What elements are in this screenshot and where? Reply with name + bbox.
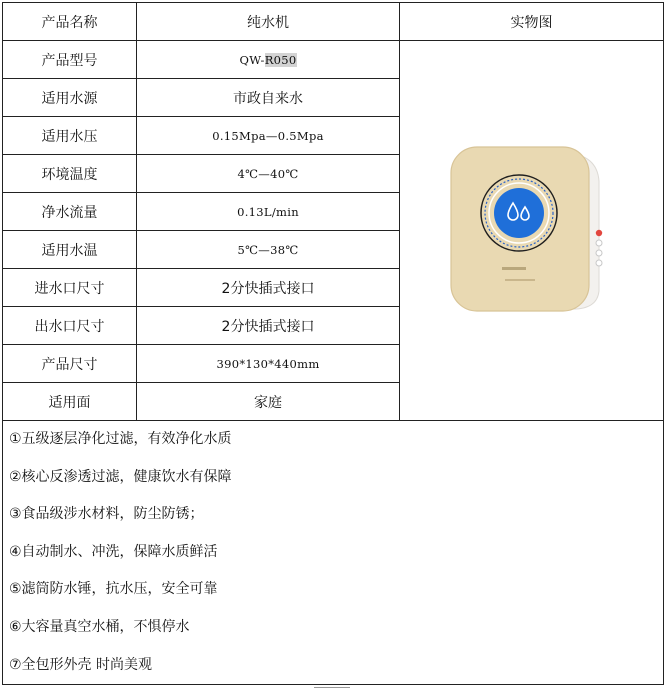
- model-prefix: QW-: [239, 52, 265, 67]
- header-name-label: 产品名称: [3, 3, 137, 41]
- spec-value: 390*130*440mm: [137, 345, 400, 383]
- water-purifier-image: [447, 141, 617, 321]
- spec-label: 适用水源: [3, 79, 137, 117]
- connector-icon: [595, 229, 601, 235]
- connector-icon: [596, 240, 602, 246]
- feature-item: ⑥大容量真空水桶，不惧停水: [9, 618, 190, 635]
- spec-label: 进水口尺寸: [3, 269, 137, 307]
- table-row: [3, 41, 664, 79]
- feature-item: ①五级逐层净化过滤，有效净化水质: [9, 431, 232, 447]
- spec-value-model: [137, 41, 400, 79]
- spec-value: 2分快插式接口: [137, 307, 400, 345]
- table-row: [3, 421, 664, 685]
- spec-label: 产品型号: [3, 41, 137, 79]
- model-highlight: R050: [264, 52, 297, 67]
- feature-item: ⑤滤筒防水锤，抗水压，安全可靠: [9, 581, 218, 598]
- spec-label: 适用面: [3, 383, 137, 421]
- table-row: [3, 3, 664, 41]
- spec-label: 产品尺寸: [3, 345, 137, 383]
- header-name-value: 纯水机: [137, 3, 400, 41]
- spec-label: 环境温度: [3, 155, 137, 193]
- spec-value: 5℃—38℃: [137, 231, 400, 269]
- spec-value: 4℃—40℃: [137, 155, 400, 193]
- features-cell: [3, 421, 664, 685]
- feature-item: ⑦全包形外壳 时尚美观: [9, 656, 153, 673]
- spec-value: 0.13L/min: [137, 193, 400, 231]
- spec-label: 适用水压: [3, 117, 137, 155]
- spec-label: 净水流量: [3, 193, 137, 231]
- spec-value: 2分快插式接口: [137, 269, 400, 307]
- spec-value: 市政自来水: [137, 79, 400, 117]
- logo-mark: [502, 267, 526, 270]
- spec-value: 0.15Mpa—0.5Mpa: [137, 117, 400, 155]
- spec-table: [2, 2, 664, 685]
- spec-value: 家庭: [137, 383, 400, 421]
- product-photo-cell: [400, 41, 664, 421]
- logo-mark: [505, 279, 535, 281]
- page-bottom-mark: [314, 687, 350, 690]
- header-photo-label: 实物图: [400, 3, 664, 41]
- connector-icon: [596, 250, 602, 256]
- feature-item: ②核心反渗透过滤，健康饮水有保障: [9, 468, 232, 485]
- connector-icon: [596, 260, 602, 266]
- feature-item: ④自动制水、冲洗，保障水质鲜活: [9, 543, 218, 560]
- power-button: [494, 188, 544, 238]
- spec-label: 适用水温: [3, 231, 137, 269]
- spec-label: 出水口尺寸: [3, 307, 137, 345]
- feature-item: ③食品级涉水材料，防尘防锈；: [9, 506, 204, 523]
